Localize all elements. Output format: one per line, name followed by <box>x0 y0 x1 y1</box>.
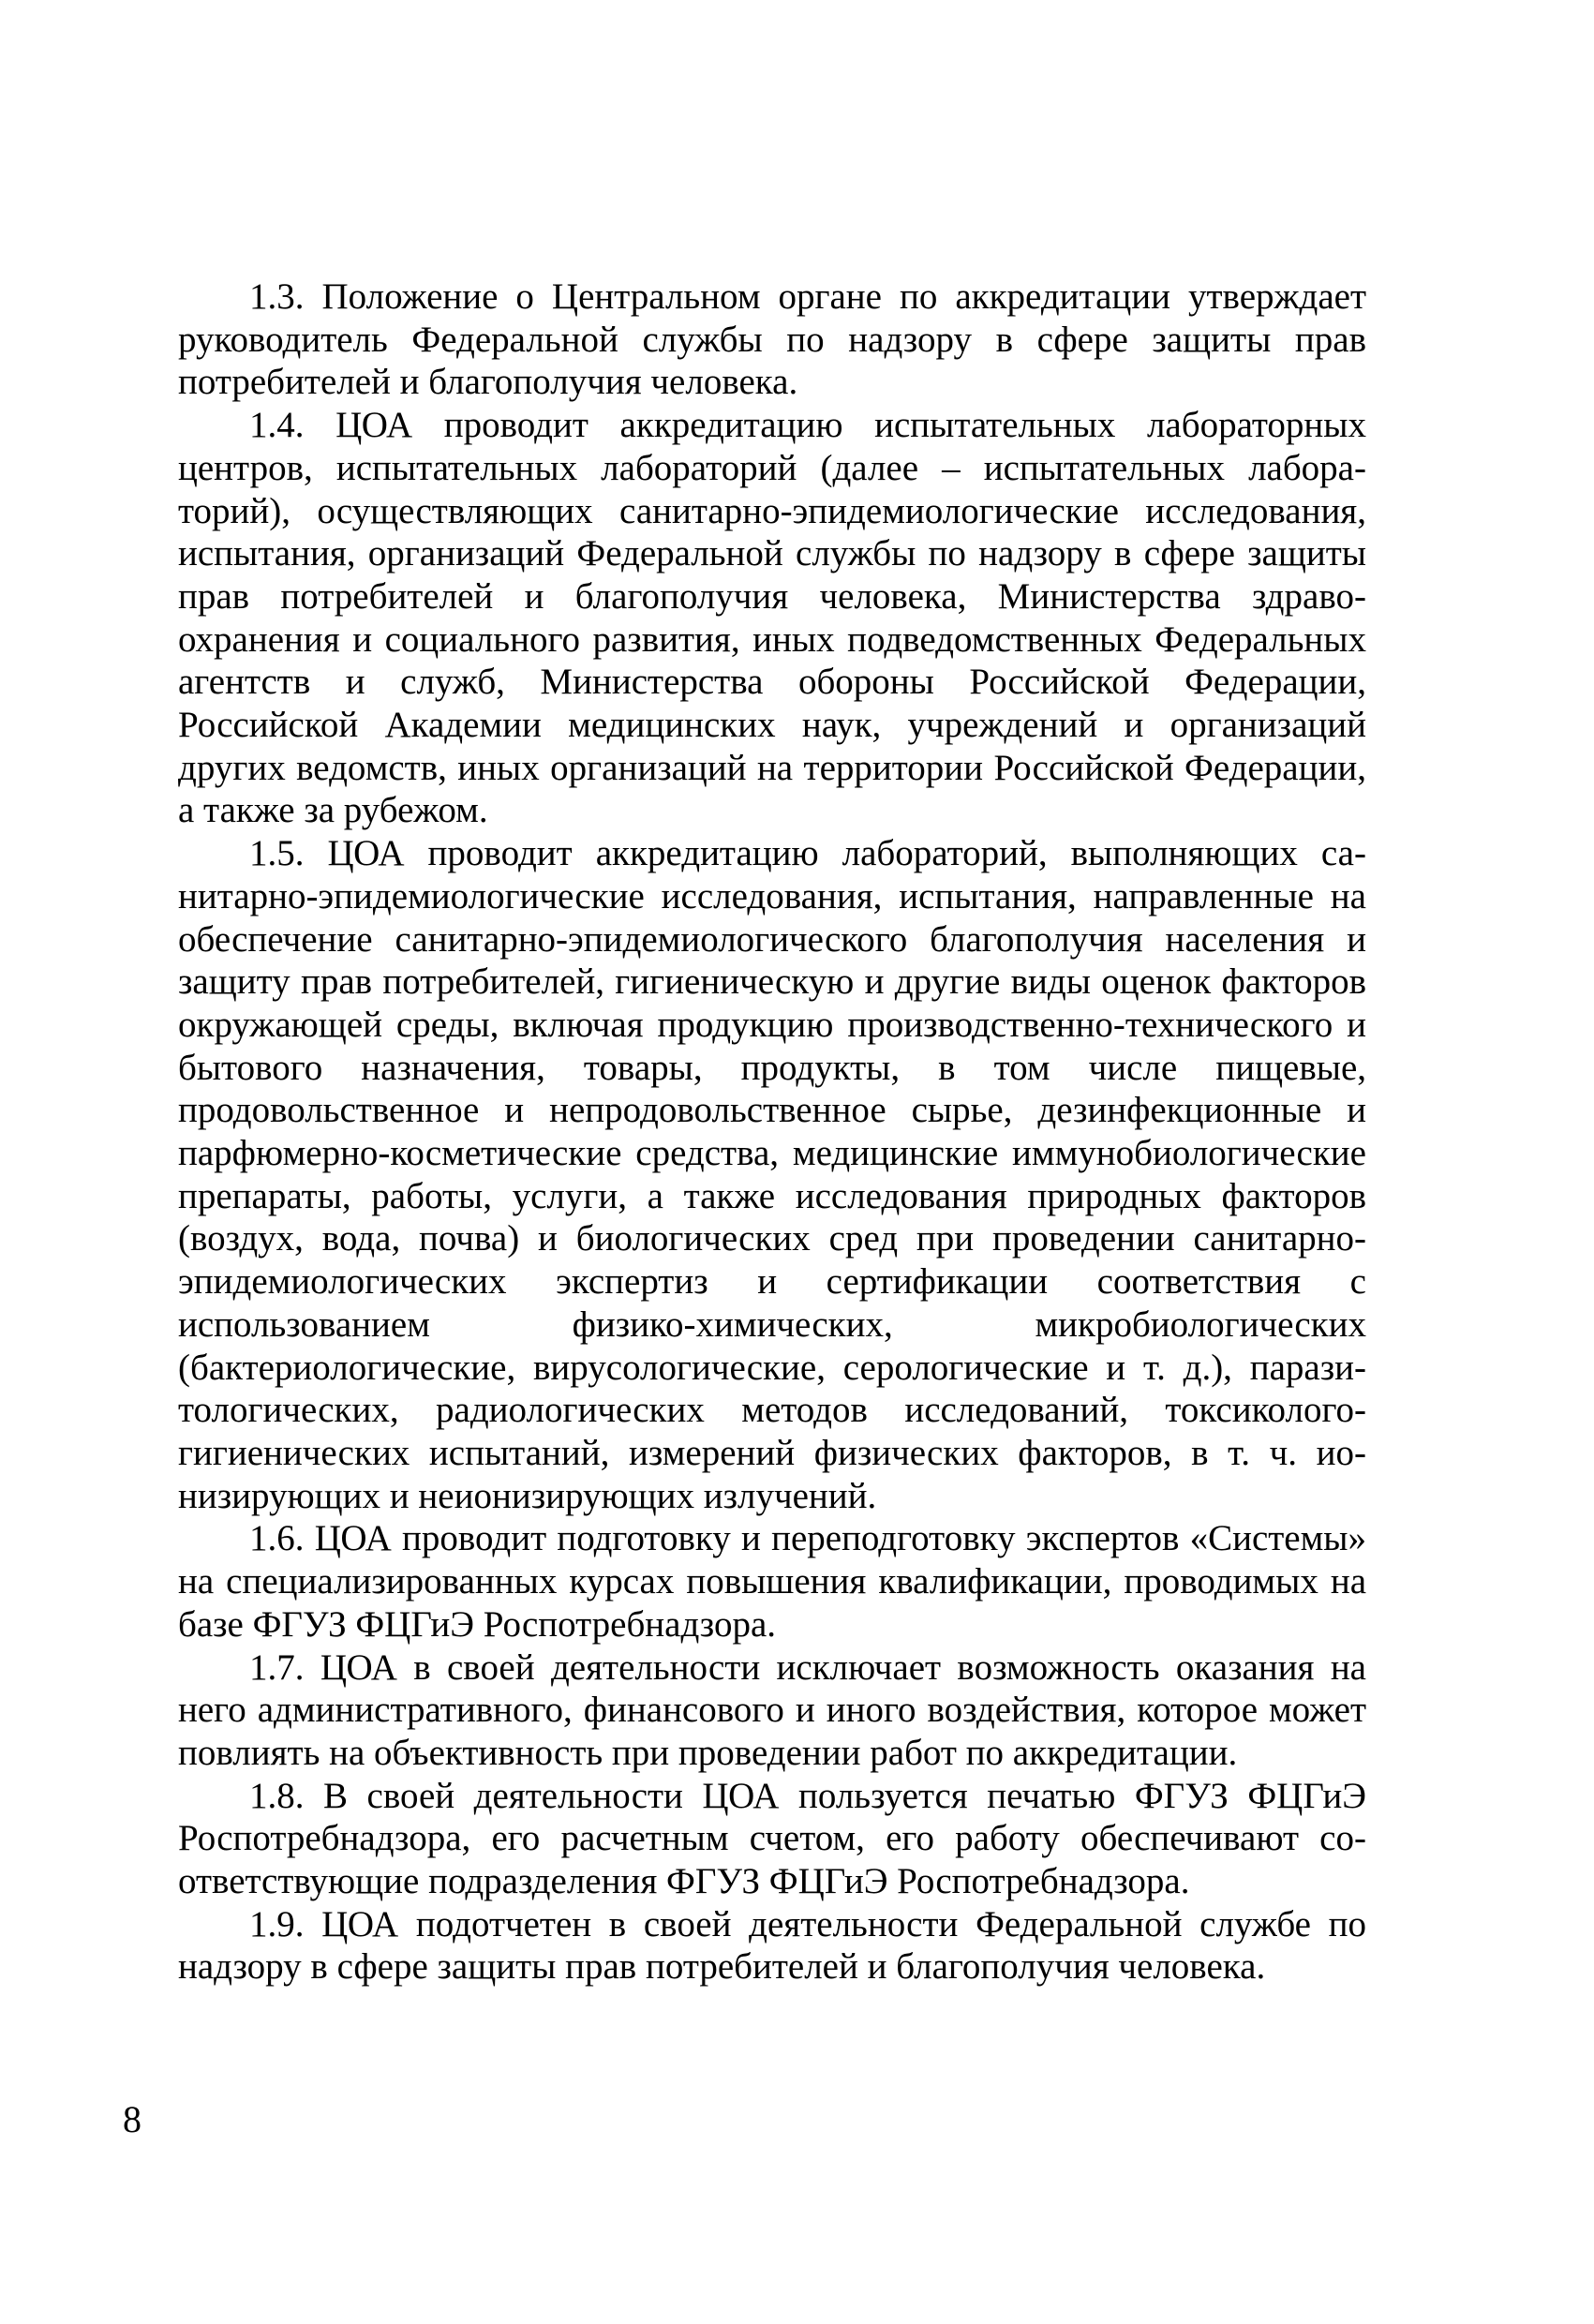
paragraph-1-8: 1.8. В своей деятельности ЦОА пользуется печатью ФГУЗ ФЦГиЭ Роспотребнадзора, его расчетным счетом, его работу обеспечивают соответствующие подразделения ФГУЗ ФЦГиЭ Роспотребнадзора. <box>178 1775 1366 1902</box>
paragraph-1-6: 1.6. ЦОА проводит подготовку и переподготовку экспертов «Системы» на специализированных курсах повышения квалификации, проводимых на базе ФГУЗ ФЦГиЭ Роспотребнадзора. <box>178 1518 1366 1645</box>
page-number: 8 <box>123 2098 142 2140</box>
paragraph-1-9: 1.9. ЦОА подотчетен в своей деятельности Федеральной службе по надзору в сфере защиты прав потребителей и благополучия человека. <box>178 1903 1366 1988</box>
paragraph-1-5: 1.5. ЦОА проводит аккредитацию лабораторий, выполняющих санитарно-эпидемиологические исследования, испытания, направленные на обеспечение санитарно-эпидемиологического благополучия населения и защиту прав потребителей, гигиеническую и другие виды оценок факторов окружающей среды, включая продукцию производственно-технического и бытового назначения, товары, продукты, в том числе пищевые, продовольственное и непродовольственное сырье, дезинфекционные и парфюмерно-косметические средства, медицинские иммунобиологические препараты, работы, услуги, а также исследования природных факторов (воздух, вода, почва) и биологических сред при проведении санитарно-эпидемиологических экспертиз и сертификации соответствия с использованием физико-химических, микробиологических (бактериологические, вирусологические, серологические и т. д.), паразитологических, радиологических методов исследований, токсиколого-гигиенических испытаний, измерений физических факторов, в т. ч. ионизирующих и неионизирующих излучений. <box>178 833 1366 1516</box>
document-body <box>178 276 1366 1989</box>
paragraph-1-3: 1.3. Положение о Центральном органе по аккредитации утверждает руководитель Федеральной службы по надзору в сфере защиты прав потребителей и благополучия человека. <box>178 276 1366 403</box>
paragraph-1-7: 1.7. ЦОА в своей деятельности исключает возможность оказания на него административного, финансового и иного воздействия, которое может повлиять на объективность при проведении работ по аккредитации. <box>178 1646 1366 1773</box>
paragraph-1-4: 1.4. ЦОА проводит аккредитацию испытательных лабораторных центров, испытательных лабораторий (далее – испытательных лабораторий), осуществляющих санитарно-эпидемиологические исследования, испытания, организаций Федеральной службы по надзору в сфере защиты прав потребителей и благополучия человека, Министерства здравоохранения и социального развития, иных подведомственных Федеральных агентств и служб, Министерства обороны Российской Федерации, Российской Академии медицинских наук, учреждений и организаций других ведомств, иных организаций на территории Российской Федерации, а также за рубежом. <box>178 405 1366 831</box>
